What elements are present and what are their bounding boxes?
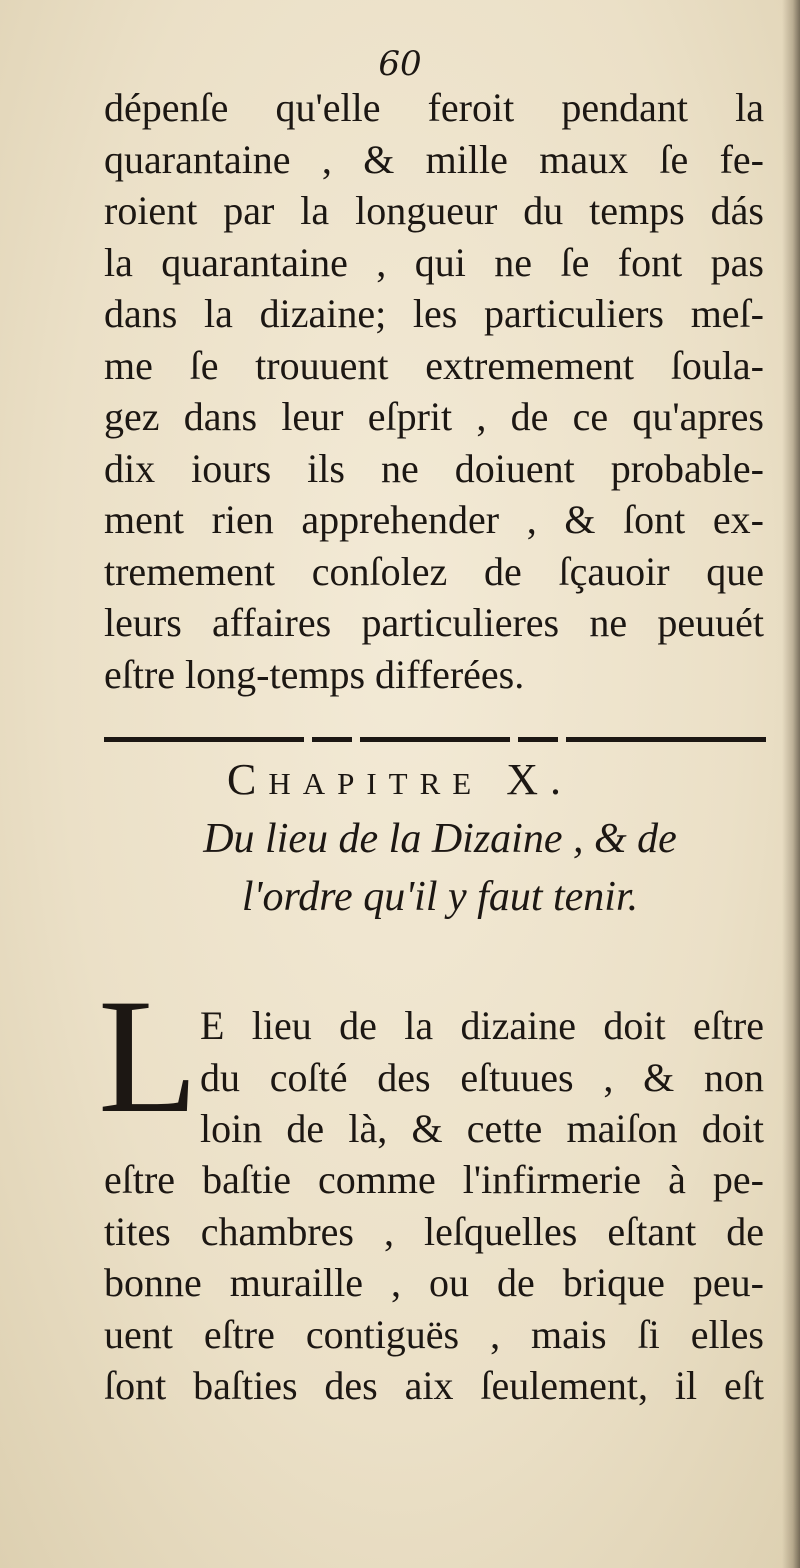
text-line: quarantaine , & mille maux ſe fe-: [104, 136, 764, 182]
drop-cap: L: [98, 966, 199, 1147]
text-line: gez dans leur eſprit , de ce qu'apres: [104, 394, 764, 439]
text-line: loin de là, & cette maiſon doit: [200, 1106, 764, 1151]
page-edge-shadow: [782, 0, 800, 1568]
page-number: 60: [378, 44, 422, 84]
text-line: ment rien apprehender , & ſont ex-: [104, 497, 764, 542]
second-paragraph: [104, 1154, 764, 1412]
text-line: dix iours ils ne doiuent probable-: [104, 445, 764, 491]
text-line: roient par la longueur du temps dás: [104, 188, 764, 233]
chapter-heading: Chapitre X.: [226, 755, 573, 804]
text-line: eſtre baſtie comme l'infirmerie à pe-: [104, 1157, 764, 1202]
text-line: tremement conſolez de ſçauoir que: [104, 548, 764, 594]
top-paragraph: [104, 82, 764, 700]
chapter-subtitle: [100, 810, 780, 926]
text-line: bonne muraille , ou de brique peu-: [104, 1260, 764, 1305]
text-line: la quarantaine , qui ne ſe font pas: [104, 239, 764, 285]
subtitle-line: l'ordre qu'il y faut tenir.: [241, 874, 639, 920]
text-line: du coſté des eſtuues , & non: [200, 1054, 764, 1100]
text-line: eſtre long-temps differées.: [104, 651, 525, 697]
text-line: E lieu de la dizaine doit eſtre: [200, 1003, 764, 1048]
text-line: leurs affaires particulieres ne peuuét: [104, 600, 764, 645]
text-line: dans la dizaine; les particuliers meſ-: [104, 291, 764, 336]
text-line: tites chambres , leſquelles eſtant de: [104, 1208, 764, 1254]
text-line: uent eſtre contiguës , mais ſi elles: [104, 1311, 764, 1357]
section-divider: [104, 736, 768, 742]
text-line: me ſe trouuent extremement ſoula-: [104, 342, 764, 388]
text-line: ſont baſties des aix ſeulement, il eſt: [104, 1363, 764, 1408]
text-line: dépenſe qu'elle feroit pendant la: [104, 85, 764, 130]
subtitle-line: Du lieu de la Dizaine , & de: [203, 816, 677, 862]
indented-lines: [200, 1000, 764, 1155]
